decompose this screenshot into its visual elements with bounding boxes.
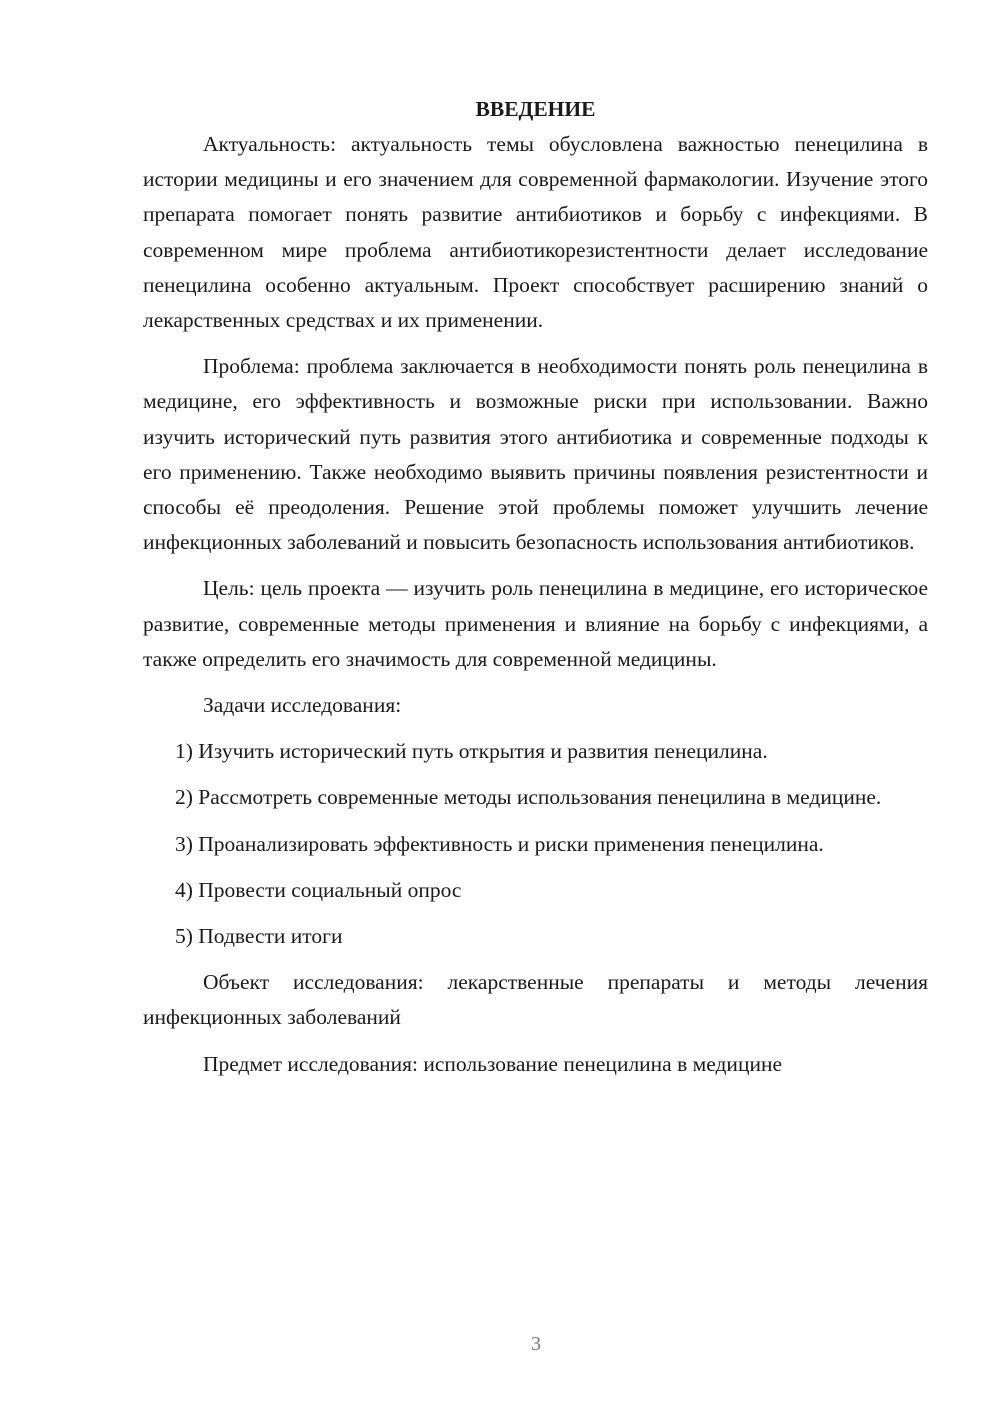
relevance-paragraph: Актуальность: актуальность темы обусловлена важностью пенецилина в истории медицины и его значением для современной фармакологии. Изучение этого препарата помогает понять развитие антибиотиков и борьбу с инфекциями. В современном мире проблема антибиотикорезистентности делает исследование пенецилина особенно актуальным. Проект способствует расширению знаний о лекарственных средствах и их применении. xyxy=(143,132,928,333)
goal-paragraph: Цель: цель проекта — изучить роль пенецилина в медицине, его историческое развитие, современные методы применения и влияние на борьбу с инфекциями, а также определить его значимость для современной медицины. xyxy=(143,576,928,671)
task-item-3: 3) Проанализировать эффективность и риски применения пенецилина. xyxy=(175,831,824,856)
research-subject-paragraph: Предмет исследования: использование пенецилина в медицине xyxy=(203,1051,782,1076)
section-title: ВВЕДЕНИЕ xyxy=(475,97,596,121)
tasks-heading: Задачи исследования: xyxy=(203,693,402,718)
problem-paragraph: Проблема: проблема заключается в необходимости понять роль пенецилина в медицине, его эффективность и возможные риски при использовании. Важно изучить исторический путь развития этого антибиотика и современные подходы к его применению. Также необходимо выявить причины появления резистентности и способы её преодоления. Решение этой проблемы поможет улучшить лечение инфекционных заболеваний и повысить безопасность использования антибиотиков. xyxy=(143,354,928,555)
page-number: 3 xyxy=(531,1333,541,1355)
document-body xyxy=(143,92,928,1093)
task-item-4: 4) Провести социальный опрос xyxy=(175,877,462,902)
task-item-1: 1) Изучить исторический путь открытия и развития пенецилина. xyxy=(175,739,768,764)
task-item-2: 2) Рассмотреть современные методы использования пенецилина в медицине. xyxy=(175,785,882,810)
task-item-5: 5) Подвести итоги xyxy=(175,924,343,949)
research-object-paragraph: Объект исследования: лекарственные препараты и методы лечения инфекционных заболеваний xyxy=(143,970,928,1030)
